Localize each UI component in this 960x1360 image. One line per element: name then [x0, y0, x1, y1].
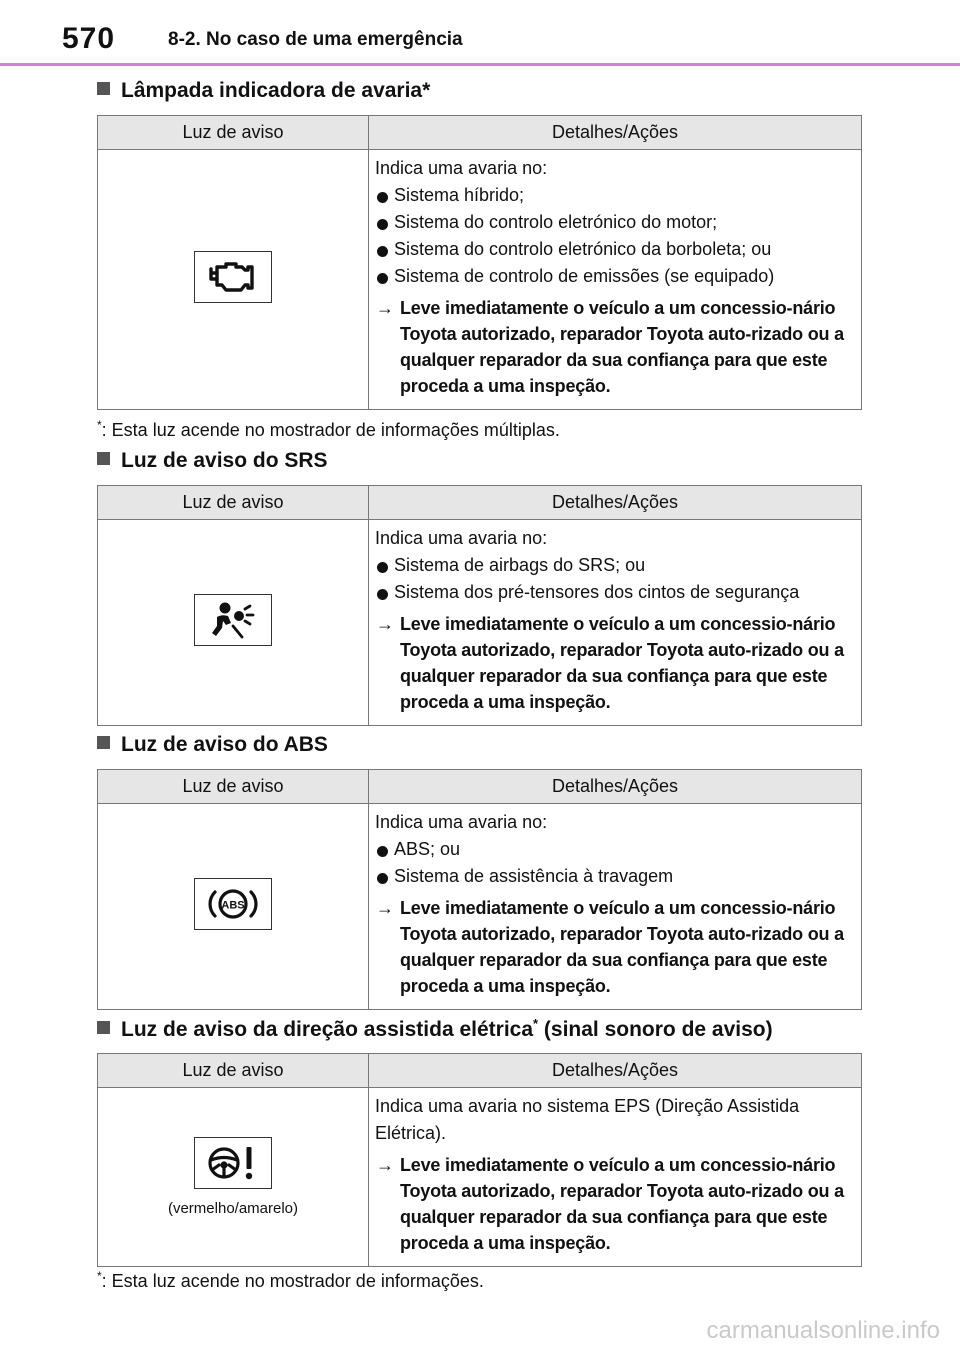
icon-cell: [98, 150, 369, 410]
col-header-light: Luz de aviso: [98, 116, 369, 150]
table-row: [98, 150, 862, 410]
table-header-row: [98, 116, 862, 150]
details-cell: [369, 150, 862, 410]
icon-cell: [98, 520, 369, 726]
list-item: Sistema de assistência à travagem: [375, 863, 855, 890]
footnote: *: Esta luz acende no mostrador de informações.: [97, 1269, 484, 1291]
col-header-details: Detalhes/Ações: [369, 116, 862, 150]
icon-color-note: (vermelho/amarelo): [167, 1200, 299, 1217]
col-header-details: Detalhes/Ações: [369, 770, 862, 804]
list-item: Sistema dos pré-tensores dos cintos de segurança: [375, 579, 855, 606]
list-item: Sistema do controlo eletrónico da borboleta; ou: [375, 236, 855, 263]
table-eps: [97, 1053, 862, 1267]
intro-text: Indica uma avaria no:: [375, 158, 548, 178]
col-header-light: Luz de aviso: [98, 770, 369, 804]
section-title-abs: Luz de aviso do ABS: [97, 733, 328, 757]
table-row: [98, 804, 862, 1010]
table-header-row: [98, 486, 862, 520]
table-row: [98, 1088, 862, 1267]
details-cell: [369, 1088, 862, 1267]
header-rule: [0, 63, 960, 66]
list-item: Sistema de controlo de emissões (se equipado): [375, 263, 855, 290]
list-item: Sistema híbrido;: [375, 182, 855, 209]
abs-icon: [194, 878, 272, 930]
page-header: [0, 0, 960, 68]
action-text: → Leve imediatamente o veículo a um concessio-nário Toyota autorizado, reparador Toyota auto-rizado ou a qualquer reparador da sua confiança para que este proceda a uma inspeção.: [375, 295, 855, 399]
table-header-row: [98, 770, 862, 804]
section-title-malfunction: Lâmpada indicadora de avaria*: [97, 79, 430, 103]
arrow-icon: →: [376, 298, 394, 318]
list-item: Sistema do controlo eletrónico do motor;: [375, 209, 855, 236]
table-row: [98, 520, 862, 726]
section-square-icon: [97, 736, 110, 749]
watermark: carmanualsonline.info: [706, 1317, 940, 1344]
steering-warning-icon: [194, 1137, 272, 1189]
intro-text: Indica uma avaria no:: [375, 812, 548, 832]
table-abs: [97, 769, 862, 1010]
arrow-icon: →: [376, 898, 394, 918]
icon-cell: [98, 804, 369, 1010]
chapter-title: 8-2. No caso de uma emergência: [168, 29, 463, 50]
action-text: → Leve imediatamente o veículo a um concessio-nário Toyota autorizado, reparador Toyota auto-rizado ou a qualquer reparador da sua confiança para que este proceda a uma inspeção.: [375, 895, 855, 999]
intro-text: Indica uma avaria no sistema EPS (Direção Assistida Elétrica).: [375, 1096, 800, 1143]
arrow-icon: →: [376, 614, 394, 634]
page-number: 570: [62, 22, 116, 55]
action-text: → Leve imediatamente o veículo a um concessio-nário Toyota autorizado, reparador Toyota auto-rizado ou a qualquer reparador da sua confiança para que este proceda a uma inspeção.: [375, 611, 855, 715]
table-header-row: [98, 1054, 862, 1088]
icon-cell: [98, 1088, 369, 1267]
arrow-icon: →: [376, 1155, 394, 1175]
intro-text: Indica uma avaria no:: [375, 528, 548, 548]
col-header-details: Detalhes/Ações: [369, 486, 862, 520]
list-item: Sistema de airbags do SRS; ou: [375, 552, 855, 579]
section-square-icon: [97, 452, 110, 465]
col-header-light: Luz de aviso: [98, 486, 369, 520]
abs-icon-label: ABS: [221, 899, 245, 912]
list-item: ABS; ou: [375, 836, 855, 863]
col-header-details: Detalhes/Ações: [369, 1054, 862, 1088]
table-malfunction: [97, 115, 862, 410]
table-srs: [97, 485, 862, 726]
col-header-light: Luz de aviso: [98, 1054, 369, 1088]
section-title-eps: Luz de aviso da direção assistida elétrica* (sinal sonoro de aviso): [97, 1016, 773, 1042]
section-title-srs: Luz de aviso do SRS: [97, 449, 328, 473]
check-engine-icon: [194, 251, 272, 303]
section-square-icon: [97, 82, 110, 95]
section-square-icon: [97, 1021, 110, 1034]
details-cell: [369, 804, 862, 1010]
airbag-icon: [194, 594, 272, 646]
details-cell: [369, 520, 862, 726]
footnote: *: Esta luz acende no mostrador de informações múltiplas.: [97, 418, 560, 440]
action-text: → Leve imediatamente o veículo a um concessio-nário Toyota autorizado, reparador Toyota auto-rizado ou a qualquer reparador da sua confiança para que este proceda a uma inspeção.: [375, 1152, 855, 1256]
